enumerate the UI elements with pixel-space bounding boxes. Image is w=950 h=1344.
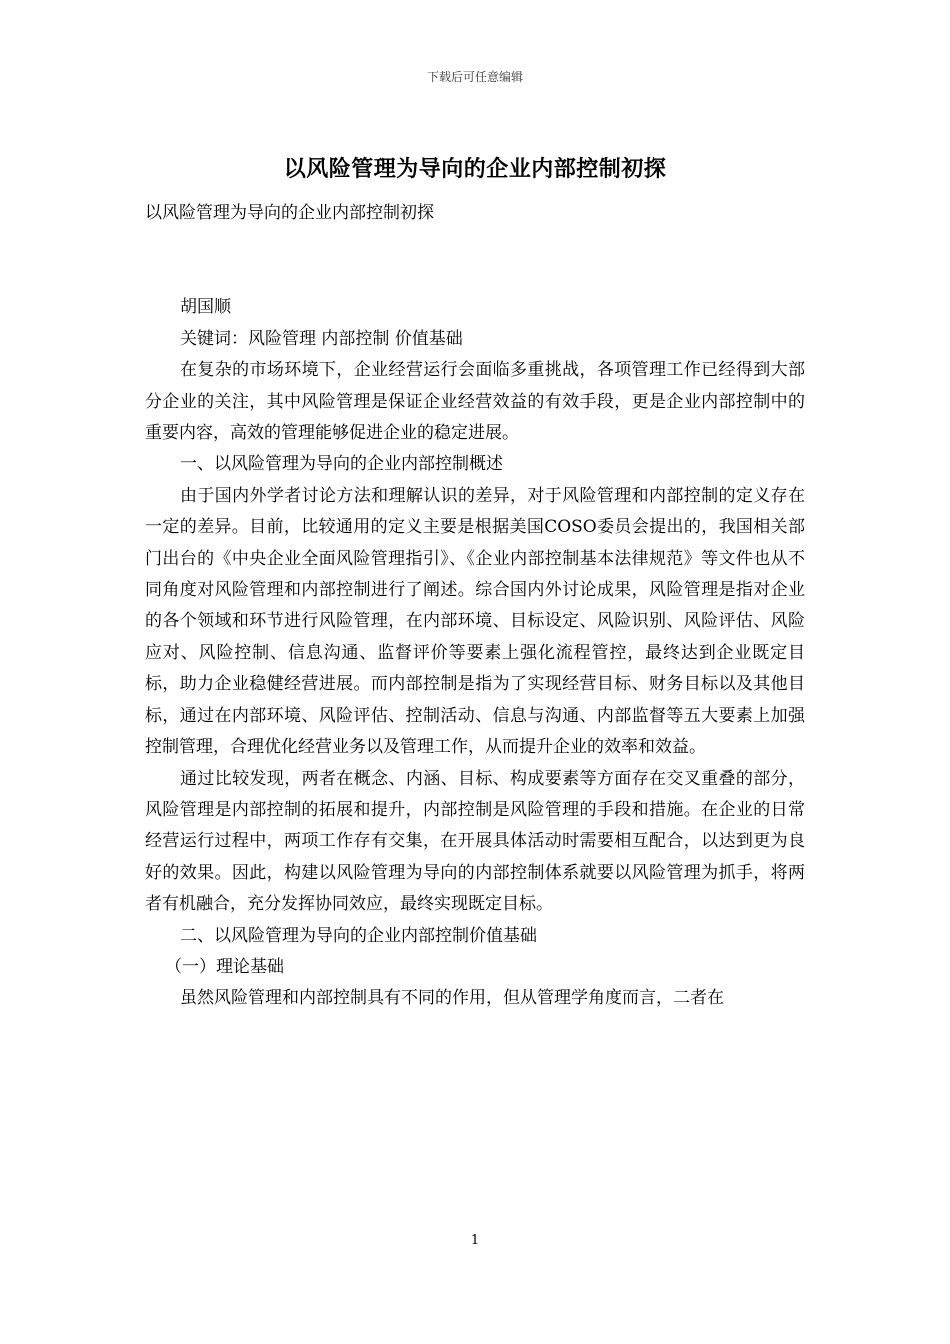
page-header: 下载后可任意编辑 [426,70,523,84]
paragraph: 虽然风险管理和内部控制具有不同的作用，但从管理学角度而言，二者在 [180,988,724,1009]
paragraph: 通过比较发现，两者在概念、内涵、目标、构成要素等方面存在交叉重叠的部分，风险管理是内部控制的拓展和提升，内部控制是风险管理的手段和措施。在企业的日常经营运行过程中，两项工作存有交集，在开展具体活动时需要相互配合，以达到更为良好的效果。因此，构建以风险管理为导向的内部控制体系就要以风险管理为抓手，将两者有机融合，充分发挥协同效应，最终实现既定目标。 [145,768,805,915]
page-number: 1 [470,1233,480,1248]
section-heading: 一、以风险管理为导向的企业内部控制概述 [180,454,503,475]
paragraph: 由于国内外学者讨论方法和理解认识的差异，对于风险管理和内部控制的定义存在一定的差异。目前，比较通用的定义主要是根据美国COSO委员会提出的，我国相关部门出台的《中央企业全面风险管理指引》、《企业内部控制基本法律规范》等文件也从不同角度对风险管理和内部控制进行了阐述。综合国内外讨论成果，风险管理是指对企业的各个领域和环节进行风险管理，在内部环境、目标设定、风险识别、风险评估、风险应对、风险控制、信息沟通、监督评价等要素上强化流程管控，最终达到企业既定目标，助力企业稳健经营进展。而内部控制是指为了实现经营目标、财务目标以及其他目标，通过在内部环境、风险评估、控制活动、信息与沟通、内部监督等五大要素上加强控制管理，合理优化经营业务以及管理工作，从而提升企业的效率和效益。 [145,485,805,758]
document-body [145,198,805,1015]
document-subtitle: 以风险管理为导向的企业内部控制初探 [145,203,434,223]
keywords-line: 关键词：风险管理 内部控制 价值基础 [180,328,463,349]
subsection-heading: （一）理论基础 [165,956,284,977]
author-name: 胡国顺 [180,297,231,318]
blank-space [145,229,805,292]
paragraph: 在复杂的市场环境下，企业经营运行会面临多重挑战，各项管理工作已经得到大部分企业的关注，其中风险管理是保证企业经营效益的有效手段，更是企业内部控制中的重要内容，高效的管理能够促进企业的稳定进展。 [145,360,805,444]
document-title: 以风险管理为导向的企业内部控制初探 [283,156,667,182]
section-heading: 二、以风险管理为导向的企业内部控制价值基础 [180,925,537,946]
